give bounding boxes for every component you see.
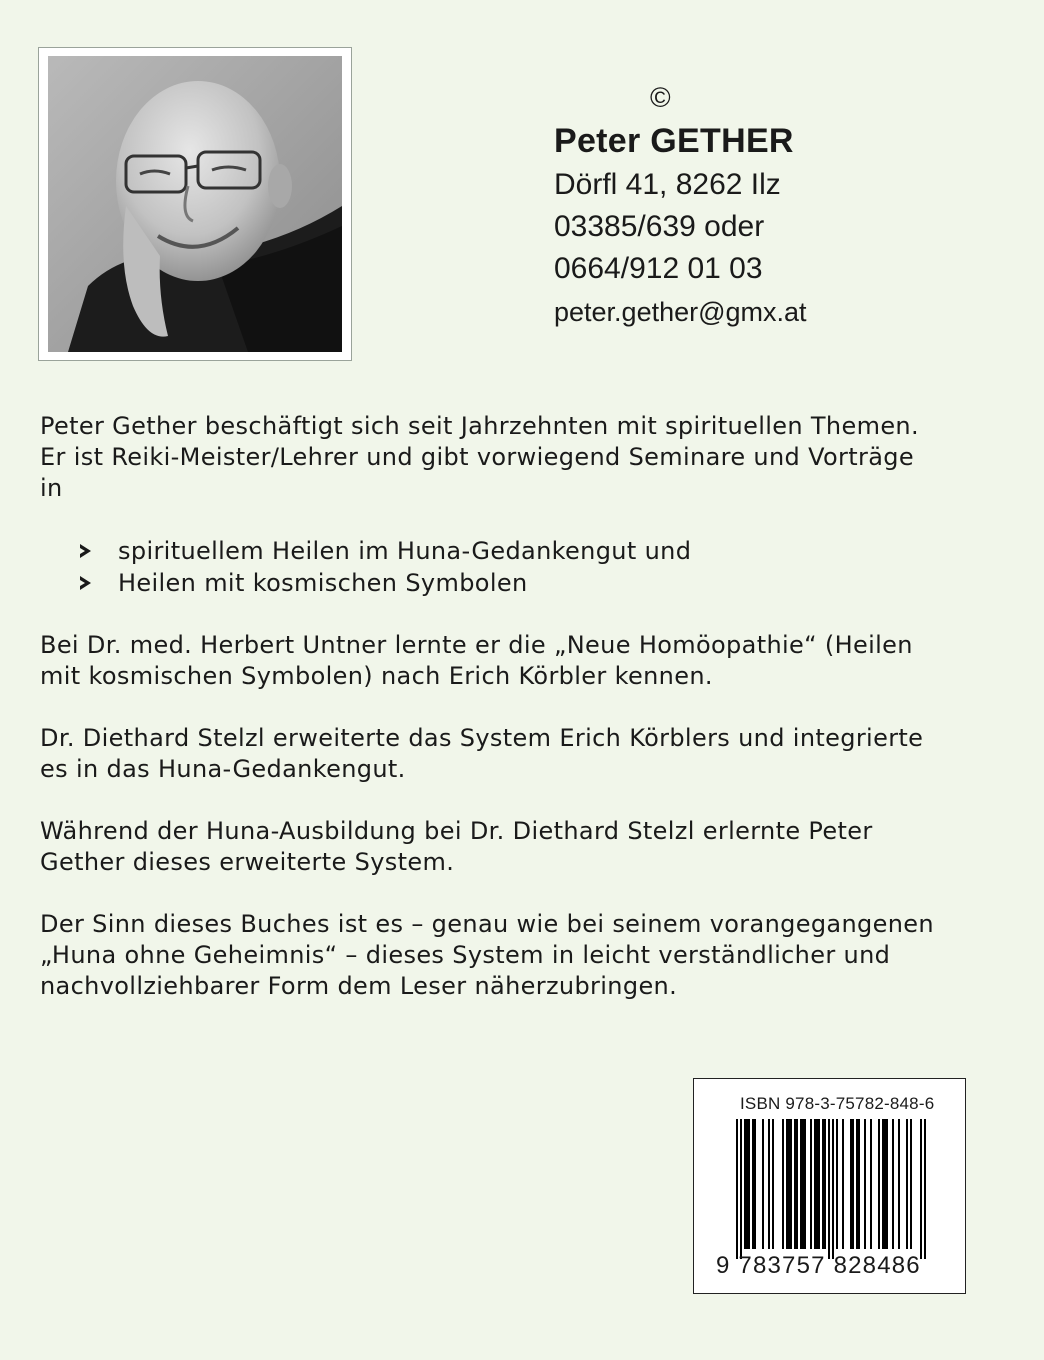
author-portrait-image (48, 56, 342, 352)
barcode-bar (898, 1119, 900, 1249)
barcode-bar (816, 1119, 818, 1249)
barcode-bar (924, 1119, 926, 1259)
barcode-bar (882, 1119, 884, 1249)
barcode-bar (752, 1119, 754, 1249)
barcode-bar (822, 1119, 824, 1249)
barcode-bar (858, 1119, 860, 1249)
barcode-bar (804, 1119, 806, 1249)
intro-paragraph: Peter Gether beschäftigt sich seit Jahrzehnten mit spirituellen Themen. Er ist Reiki-Meister/Lehrer und gibt vorwiegend Seminare und Vorträge in (40, 412, 919, 502)
list-item-text: spirituellem Heilen im Huna-Gedankengut und (118, 537, 692, 565)
barcode-bar (788, 1119, 790, 1249)
barcode-bar (850, 1119, 852, 1249)
author-phone-1: 03385/639 oder (554, 210, 765, 243)
barcode-bars (732, 1119, 934, 1259)
paragraph-homoeopathie: Bei Dr. med. Herbert Untner lernte er die „Neue Homöopathie“ (Heilen mit kosmischen Symbolen) nach Erich Körbler kennen. (40, 631, 913, 690)
list-item-text: Heilen mit kosmischen Symbolen (118, 569, 528, 597)
barcode-bar (790, 1119, 792, 1249)
barcode-bar (920, 1119, 922, 1259)
barcode-bar (910, 1119, 912, 1249)
barcode-bar (886, 1119, 888, 1249)
barcode-bar (832, 1119, 834, 1259)
barcode-bar (794, 1119, 796, 1249)
description-text (40, 411, 940, 1002)
barcode-bar (754, 1119, 756, 1249)
barcode-bar (824, 1119, 826, 1249)
arrow-bullet-icon (80, 576, 91, 590)
barcode-bar (852, 1119, 854, 1249)
barcode-bar (842, 1119, 844, 1249)
barcode-bar (786, 1119, 788, 1249)
barcode-bar (782, 1119, 784, 1249)
barcode-bar (836, 1119, 838, 1249)
barcode-bar (818, 1119, 820, 1249)
list-item (80, 535, 940, 567)
author-photo (48, 56, 342, 352)
barcode-bar (748, 1119, 750, 1249)
barcode-bar (772, 1119, 774, 1249)
barcode-bar (856, 1119, 858, 1249)
isbn-label: ISBN 978-3-75782-848-6 (740, 1094, 935, 1113)
barcode-bar (768, 1119, 770, 1249)
barcode-bar (906, 1119, 908, 1249)
barcode-bar (870, 1119, 872, 1249)
copyright-symbol: © (650, 82, 671, 113)
barcode-bar (810, 1119, 812, 1249)
barcode-bar (892, 1119, 894, 1249)
barcode-bar (746, 1119, 748, 1249)
paragraph-stelzl: Dr. Diethard Stelzl erweiterte das System Erich Körblers und integrierte es in das Huna-Gedankengut. (40, 724, 924, 783)
isbn-barcode (693, 1078, 966, 1294)
paragraph-ausbildung: Während der Huna-Ausbildung bei Dr. Diethard Stelzl erlernte Peter Gether dieses erweiterte System. (40, 817, 873, 876)
barcode-bar (744, 1119, 746, 1249)
barcode-bar (878, 1119, 880, 1249)
barcode-bar (864, 1119, 866, 1249)
barcode-bar (828, 1119, 830, 1259)
arrow-bullet-icon (80, 544, 91, 558)
topic-list (40, 535, 940, 599)
author-email: peter.gether@gmx.at (554, 297, 807, 327)
barcode-bar (884, 1119, 886, 1249)
list-item (80, 567, 940, 599)
barcode-bar (802, 1119, 804, 1249)
paragraph-buch-sinn: Der Sinn dieses Buches ist es – genau wie bei seinem vorangegangenen „Huna ohne Geheimnis“ – dieses System in leicht verständlicher und nachvollziehbarer Form dem Leser näherzubringen. (40, 910, 934, 1000)
author-address: Dörfl 41, 8262 Ilz (554, 168, 781, 201)
barcode-digits: 9 783757 828486 (716, 1252, 921, 1279)
author-phone-2: 0664/912 01 03 (554, 252, 763, 285)
barcode-bar (814, 1119, 816, 1249)
barcode-bar (740, 1119, 742, 1259)
author-name: Peter GETHER (554, 122, 794, 160)
barcode-bar (736, 1119, 738, 1259)
barcode-bar (800, 1119, 802, 1249)
contact-block (554, 82, 1024, 332)
barcode-bar (796, 1119, 798, 1249)
barcode-bar (762, 1119, 764, 1249)
author-photo-frame (38, 47, 352, 361)
